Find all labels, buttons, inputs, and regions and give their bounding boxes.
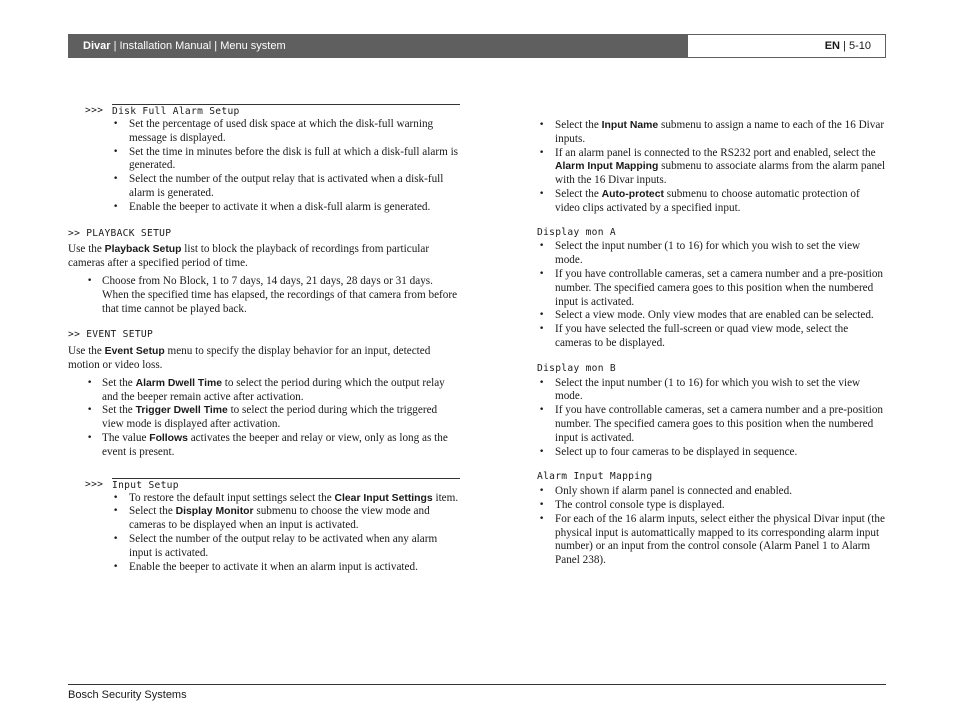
heading-title bbox=[112, 104, 460, 119]
item-text: submenu to assign a name to each of the 16 Divar inputs. bbox=[555, 119, 885, 145]
list-item: • If you have controllable cameras, set a camera number and a pre-position number. The specified camera goes to this position when the numbered input is activated. bbox=[537, 268, 887, 309]
list-item: • Select up to four cameras to be displayed in sequence. bbox=[537, 446, 887, 460]
display-mon-b-list bbox=[537, 377, 887, 460]
item-text: If an alarm panel is connected to the RS232 port and enabled, select the bbox=[555, 146, 876, 159]
item-bold: Auto-protect bbox=[601, 188, 664, 200]
disk-full-heading bbox=[68, 104, 460, 118]
header-title bbox=[68, 34, 687, 58]
item-bold: Input Name bbox=[601, 120, 659, 131]
intro-bold: Playback Setup bbox=[104, 244, 182, 256]
intro-text: list to block the playback of recordings from particular cameras after a specified period of time. bbox=[68, 243, 430, 270]
intro-bold: Event Setup bbox=[104, 346, 165, 358]
event-list bbox=[68, 377, 460, 460]
display-mon-a-list bbox=[537, 240, 887, 350]
item-text: Enable the beeper to activate it when an alarm input is activated. bbox=[129, 560, 418, 573]
header-doc-path: | Installation Manual | Menu system bbox=[110, 40, 286, 52]
list-item: • The control console type is displayed. bbox=[537, 499, 887, 513]
item-text: Set the bbox=[102, 376, 136, 389]
item-text: Set the bbox=[102, 404, 136, 417]
intro-text: Use the bbox=[68, 243, 105, 256]
item-text: submenu to associate alarms from the alarm panel with the 16 Divar inputs. bbox=[555, 160, 886, 187]
footer-divider bbox=[68, 684, 886, 685]
header-product: Divar bbox=[83, 40, 111, 52]
disk-full-list bbox=[68, 118, 460, 215]
intro-text: Use the bbox=[68, 345, 105, 358]
list-item bbox=[537, 119, 887, 147]
item-text: To restore the default input settings select the bbox=[129, 491, 335, 504]
item-bold: Alarm Dwell Time bbox=[135, 377, 222, 389]
input-submenu-list bbox=[537, 119, 887, 216]
list-item bbox=[68, 561, 460, 575]
item-bold: Alarm Input Mapping bbox=[555, 161, 659, 173]
list-item: • For each of the 16 alarm inputs, select either the physical Divar input (the physical input is automattically mapped to its corresponding alarm input number) or an input from the control console (Alarm Panel 1 to Alarm Panel 238). bbox=[537, 513, 887, 568]
page-header bbox=[68, 34, 886, 58]
list-item bbox=[68, 404, 460, 432]
playback-list bbox=[68, 275, 460, 316]
list-item: • Set the percentage of used disk space at which the disk-full warning message is displayed. bbox=[68, 118, 460, 146]
list-item: • Select the input number (1 to 16) for which you wish to set the view mode. bbox=[537, 240, 887, 268]
item-text: to select the period during which the triggered view mode is displayed after activation. bbox=[102, 404, 438, 431]
display-mon-b-heading: Display mon B bbox=[537, 362, 616, 374]
list-item bbox=[537, 188, 887, 216]
alarm-input-mapping-heading: Alarm Input Mapping bbox=[537, 471, 653, 483]
list-item: • Choose from No Block, 1 to 7 days, 14 days, 21 days, 28 days or 31 days. When the specified time has elapsed, the recordings of that camera from before that time cannot be played back. bbox=[68, 275, 460, 316]
item-text: Select the number of the output relay to be activated when any alarm input is activated. bbox=[129, 532, 438, 559]
list-item: • If you have controllable cameras, set a camera number and a pre-position number. The specified camera goes to this position when the numbered input is activated. bbox=[537, 404, 887, 445]
list-item: • Set the time in minutes before the disk is full at which a disk-full alarm is generated. bbox=[68, 146, 460, 174]
list-item: • Select the number of the output relay that is activated when a disk-full alarm is generated. bbox=[68, 173, 460, 201]
playback-intro bbox=[68, 243, 460, 271]
list-item: • Only shown if alarm panel is connected and enabled. bbox=[537, 485, 887, 499]
item-bold: Follows bbox=[149, 432, 188, 444]
header-language: EN bbox=[824, 40, 840, 52]
intro-text: menu to specify the display behavior for an input, detected motion or video loss. bbox=[68, 345, 431, 371]
item-text: The value bbox=[102, 431, 150, 444]
heading-title bbox=[112, 478, 460, 493]
item-bold: Trigger Dwell Time bbox=[135, 405, 228, 417]
list-item: • Select a view mode. Only view modes that are enabled can be selected. bbox=[537, 309, 887, 323]
input-setup-list bbox=[68, 492, 460, 575]
item-text: submenu to choose the view mode and cameras to be displayed when an input is activated. bbox=[129, 505, 430, 532]
event-intro bbox=[68, 345, 460, 373]
header-page: | 5-10 bbox=[840, 40, 871, 52]
playback-setup-heading: >> PLAYBACK SETUP bbox=[68, 227, 172, 239]
heading-arrows: >>> bbox=[85, 105, 104, 116]
list-item: • If you have selected the full-screen or quad view mode, select the cameras to be displayed. bbox=[537, 323, 887, 351]
item-bold: Display Monitor bbox=[175, 506, 254, 518]
item-text: to select the period during which the output relay and the beeper remain active after activation. bbox=[102, 376, 445, 403]
item-text: Select the bbox=[555, 187, 602, 200]
item-text: item. bbox=[432, 491, 459, 504]
list-item bbox=[68, 533, 460, 561]
heading-title-text: Input Setup bbox=[112, 479, 179, 491]
list-item: • Enable the beeper to activate it when a disk-full alarm is generated. bbox=[68, 201, 460, 215]
item-bold: Clear Input Settings bbox=[334, 492, 433, 504]
item-text: Select the bbox=[129, 505, 176, 518]
heading-arrows: >>> bbox=[85, 478, 104, 490]
list-item bbox=[68, 505, 460, 533]
display-mon-a-heading: Display mon A bbox=[537, 226, 616, 238]
item-text: activates the beeper and relay or view, only as long as the event is present. bbox=[102, 431, 448, 458]
list-item bbox=[68, 432, 460, 460]
header-page-number bbox=[687, 34, 886, 58]
item-text: submenu to choose automatic protection of video clips activated by a specified input. bbox=[555, 187, 860, 214]
footer-company: Bosch Security Systems bbox=[68, 689, 187, 701]
list-item bbox=[68, 492, 460, 506]
list-item: • Select the input number (1 to 16) for which you wish to set the view mode. bbox=[537, 377, 887, 405]
list-item bbox=[537, 147, 887, 188]
alarm-input-mapping-list bbox=[537, 485, 887, 568]
event-setup-heading: >> EVENT SETUP bbox=[68, 329, 154, 341]
item-text: Select the bbox=[555, 119, 602, 131]
heading-title-text: Disk Full Alarm Setup bbox=[112, 106, 240, 117]
input-setup-heading bbox=[68, 478, 460, 492]
list-item bbox=[68, 377, 460, 405]
right-column bbox=[537, 119, 887, 568]
left-column bbox=[68, 104, 460, 574]
